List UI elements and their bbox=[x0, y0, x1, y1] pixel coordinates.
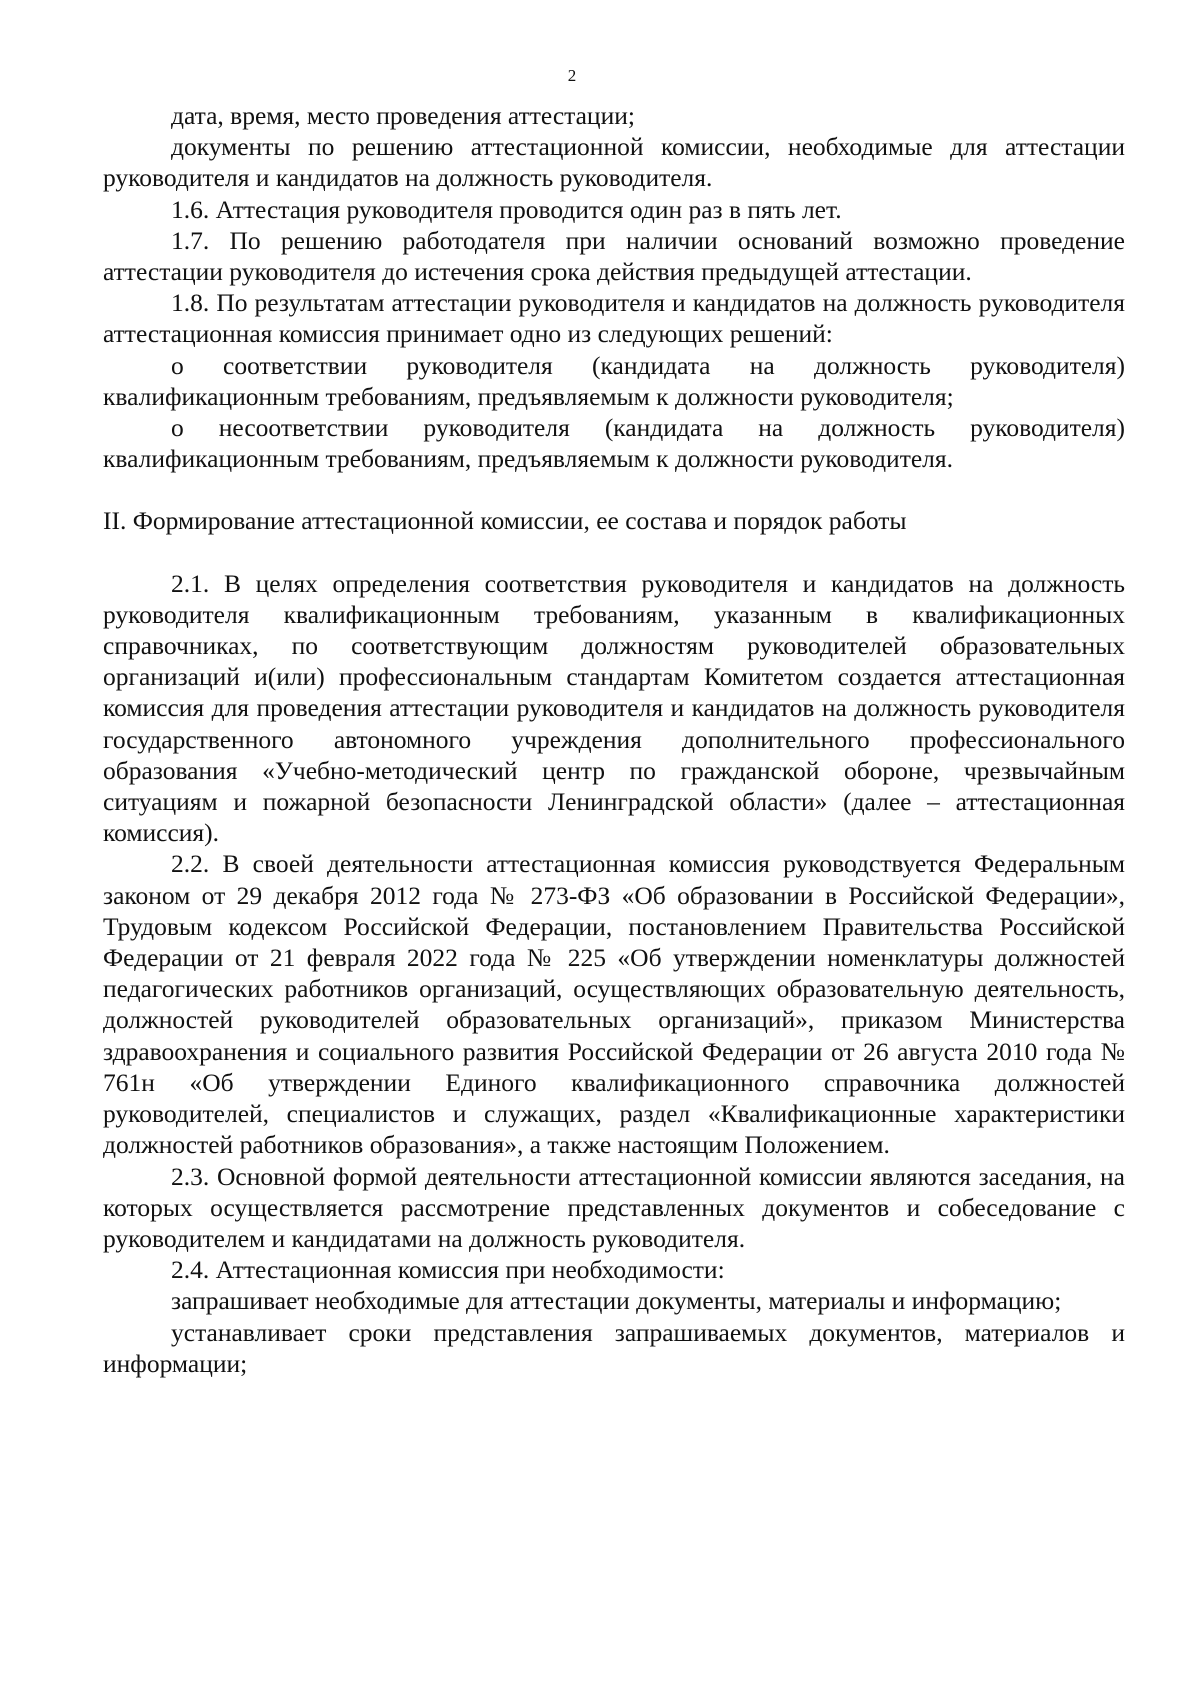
paragraph-2-1: 2.1. В целях определения соответствия руководителя и кандидатов на должность руководителя квалификационным требованиям, указанным в квалификационных справочниках, по соответствующим должностям руководителей образовательных организаций и(или) профессиональным стандартам Комитетом создается аттестационная комиссия для проведения аттестации руководителя и кандидатов на должность руководителя государственного автономного учреждения дополнительного профессионального образования «Учебно-методический центр по гражданской обороне, чрезвычайным ситуациям и пожарной безопасности Ленинградской области» (далее – аттестационная комиссия). bbox=[103, 568, 1125, 848]
paragraph-1-7: 1.7. По решению работодателя при наличии оснований возможно проведение аттестации руководителя до истечения срока действия предыдущей аттестации. bbox=[103, 225, 1125, 287]
paragraph-date-time-place: дата, время, место проведения аттестации; bbox=[171, 101, 635, 130]
paragraph-2-2: 2.2. В своей деятельности аттестационная комиссия руководствуется Федеральным законом от 29 декабря 2012 года № 273-ФЗ «Об образовании в Российской Федерации», Трудовым кодексом Российской Федерации, постановлением Правительства Российской Федерации от 21 февраля 2022 года № 225 «Об утверждении номенклатуры должностей педагогических работников организаций, осуществляющих образовательную деятельность, должностей руководителей образовательных организаций», приказом Министерства здравоохранения и социального развития Российской Федерации от 26 августа 2010 года № 761н «Об утверждении Единого квалификационного справочника должностей руководителей, специалистов и служащих, раздел «Квалификационные характеристики должностей работников образования», а также настоящим Положением. bbox=[103, 849, 1125, 1160]
paragraph-documents: документы по решению аттестационной комиссии, необходимые для аттестации руководителя и кандидатов на должность руководителя. bbox=[103, 132, 1125, 193]
paragraph-sets-deadlines: устанавливает сроки представления запрашиваемых документов, материалов и информации; bbox=[103, 1317, 1125, 1378]
paragraph-1-8: 1.8. По результатам аттестации руководителя и кандидатов на должность руководителя аттестационная комиссия принимает одно из следующих решений: bbox=[103, 288, 1125, 349]
paragraph-requests-documents: запрашивает необходимые для аттестации документы, материалы и информацию; bbox=[171, 1286, 1062, 1316]
section-heading: II. Формирование аттестационной комиссии, ее состава и порядок работы bbox=[103, 506, 907, 536]
paragraph-decision-compliance: о соответствии руководителя (кандидата на должность руководителя) квалификационным требованиям, предъявляемым к должности руководителя; bbox=[103, 350, 1125, 411]
document-body bbox=[103, 100, 1125, 1379]
paragraph-2-4: 2.4. Аттестационная комиссия при необходимости: bbox=[171, 1255, 725, 1285]
page-number: 2 bbox=[567, 66, 577, 85]
paragraph-decision-noncompliance: о несоответствии руководителя (кандидата на должность руководителя) квалификационным требованиям, предъявляемым к должности руководителя. bbox=[103, 413, 1125, 474]
paragraph-1-6: 1.6. Аттестация руководителя проводится один раз в пять лет. bbox=[171, 194, 842, 224]
paragraph-2-3: 2.3. Основной формой деятельности аттестационной комиссии являются заседания, на которых осуществляется рассмотрение представленных документов и собеседование с руководителем и кандидатами на должность руководителя. bbox=[103, 1161, 1125, 1253]
